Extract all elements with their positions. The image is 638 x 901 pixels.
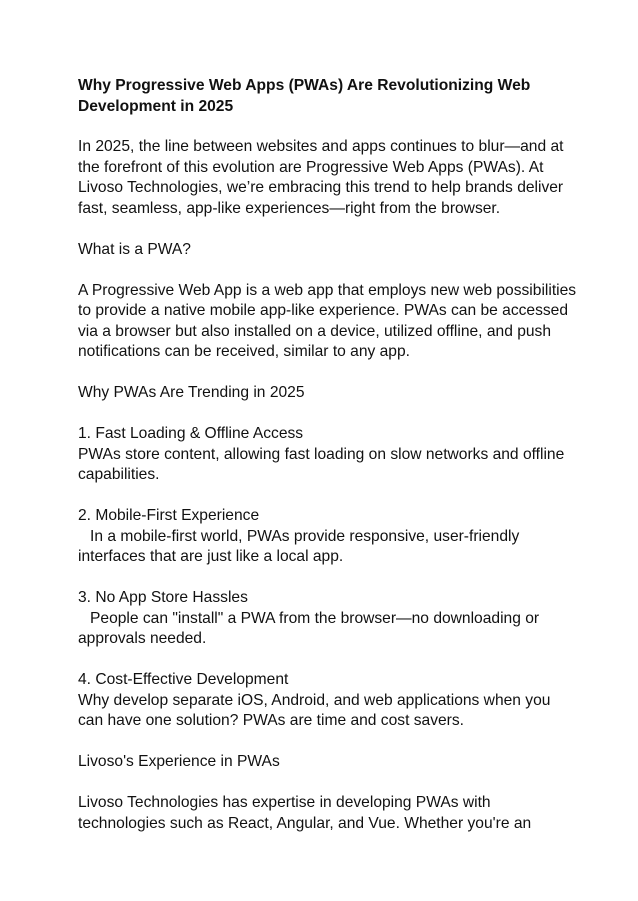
what-heading: What is a PWA? bbox=[78, 240, 191, 258]
item-lead: In a mobile-first world, PWAs provide responsive, user-friendly bbox=[90, 527, 520, 545]
item-body: interfaces that are just like a local app. bbox=[78, 548, 344, 565]
experience-paragraph: Livoso Technologies has expertise in developing PWAs with technologies such as React, Angular, and Vue. Whether you're an bbox=[78, 794, 532, 832]
list-item bbox=[78, 424, 578, 486]
item-heading: 3. No App Store Hassles bbox=[78, 589, 248, 606]
item-body: approvals needed. bbox=[78, 630, 207, 647]
intro-paragraph: In 2025, the line between websites and apps continues to blur—and at the forefront of this evolution are Progressive Web Apps (PWAs). At Livoso Technologies, we’re embracing this trend to help brands deliver fast, seamless, app-like experiences—right from the browser. bbox=[78, 138, 564, 217]
item-heading: 2. Mobile-First Experience bbox=[78, 507, 260, 524]
what-paragraph: A Progressive Web App is a web app that employs new web possibilities to provide a native mobile app-like experience. PWAs can be accessed via a browser but also installed on a device, utilized offline, and push notifications can be received, similar to any app. bbox=[78, 281, 577, 360]
list-item bbox=[78, 506, 578, 568]
item-heading: 1. Fast Loading & Offline Access bbox=[78, 425, 304, 442]
list-item bbox=[78, 588, 578, 650]
item-heading: 4. Cost-Effective Development bbox=[78, 671, 289, 688]
item-body: PWAs store content, allowing fast loading on slow networks and offline capabilities. bbox=[78, 445, 565, 483]
item-lead: People can "install" a PWA from the browser—no downloading or bbox=[90, 609, 540, 627]
trending-heading: Why PWAs Are Trending in 2025 bbox=[78, 384, 305, 401]
list-item bbox=[78, 670, 578, 732]
document-page bbox=[78, 76, 578, 855]
experience-heading: Livoso's Experience in PWAs bbox=[78, 753, 280, 770]
document-title: Why Progressive Web Apps (PWAs) Are Revolutionizing Web Development in 2025 bbox=[78, 77, 531, 115]
item-body: Why develop separate iOS, Android, and web applications when you can have one solution? PWAs are time and cost savers. bbox=[78, 691, 551, 729]
